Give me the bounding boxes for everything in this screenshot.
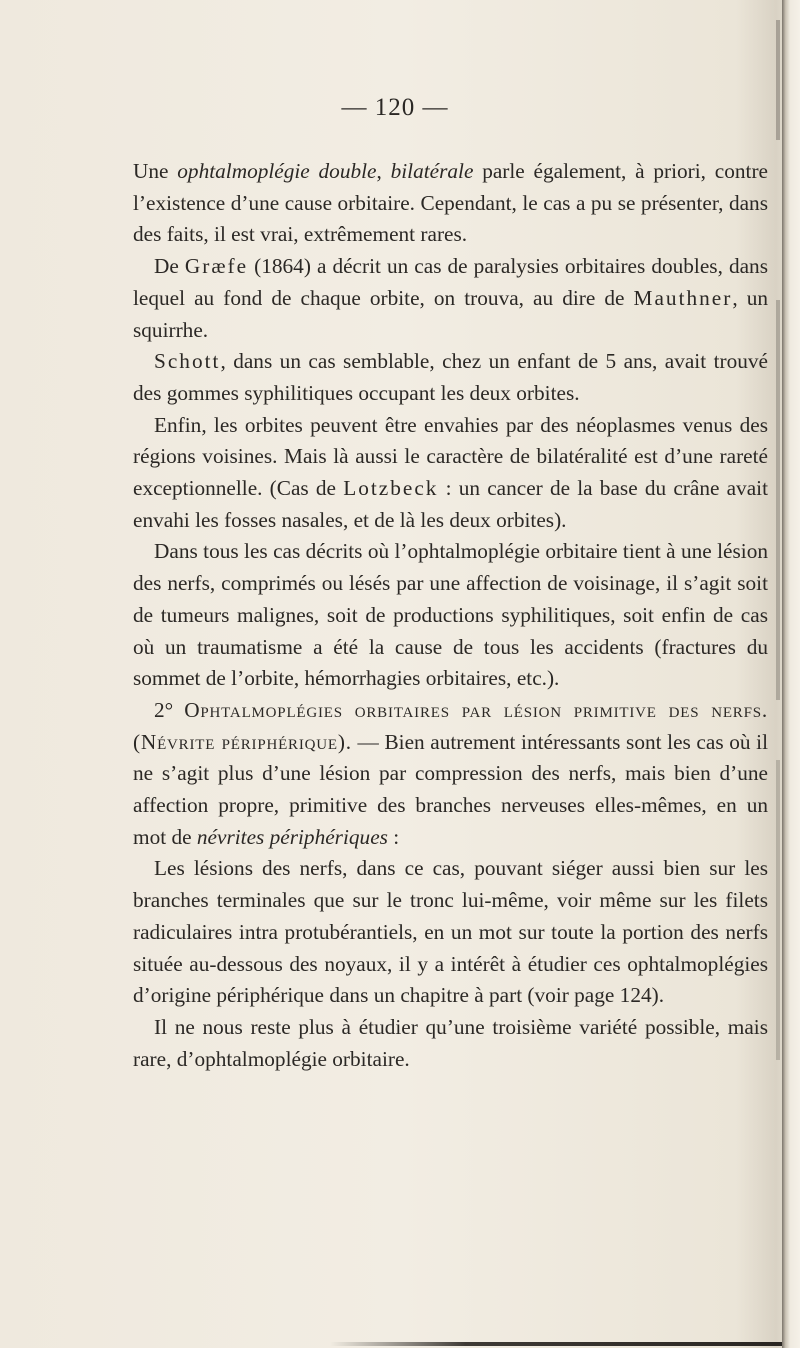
section-heading: Ophtalmoplégies orbitaires par lésion primitive des nerfs. (Névrite périphérique). [133, 697, 768, 754]
paragraph-3: Schott, dans un cas semblable, chez un enfant de 5 ans, avait trouvé des gommes syphilitiques occupant les deux orbites. [133, 349, 768, 405]
italic-term: névrites périphériques [196, 824, 388, 849]
paragraph-6: 2° Ophtalmoplégies orbitaires par lésion primitive des nerfs. (Névrite périphérique). — Bien autrement intéressants sont les cas où il ne s’agit plus d’une lésion par compression des nerfs, mais bien d’une affection propre, primitive des branches nerveuses elles-mêmes, en un mot de névrites périphériques : [133, 697, 768, 849]
author-name: Lotzbeck [343, 476, 439, 501]
edge-mark [776, 300, 780, 700]
italic-term: ophtalmoplégie double [177, 159, 377, 183]
italic-term: bilatérale [390, 159, 474, 183]
page-number: — 120 — [341, 94, 449, 121]
author-name: Græfe [184, 254, 249, 279]
author-name: Schott [154, 349, 221, 374]
paragraph-7: Les lésions des nerfs, dans ce cas, pouvant siéger aussi bien sur les branches terminales que sur le tronc lui-même, voir même sur les filets radiculaires intra protubérantiels, en un mot sur toute la portion des nerfs située au-dessous des noyaux, il y a intérêt à étudier ces ophtalmoplégies d’origine périphérique dans un chapitre à part (voir page 124). [133, 856, 768, 1008]
bottom-edge-line [330, 1342, 782, 1346]
edge-mark [776, 20, 780, 140]
paragraph-4: Enfin, les orbites peuvent être envahies par des néoplasmes venus des régions voisines. Mais là aussi le caractère de bilatéralité est d’une rareté exceptionnelle. (Cas de Lotzbeck : un cancer de la base du crâne avait envahi les fosses nasales, et de là les deux orbites). [133, 412, 768, 532]
edge-mark [776, 760, 780, 1060]
page-edge-shadow [782, 0, 800, 1348]
paragraph-8: Il ne nous reste plus à étudier qu’une troisième variété possible, mais rare, d’ophtalmoplégie orbitaire. [133, 1014, 768, 1071]
author-name: Mauthner [633, 285, 733, 310]
body-text [133, 156, 768, 1075]
paragraph-1: Une ophtalmoplégie double, bilatérale parle également, à priori, contre l’existence d’une cause orbitaire. Cependant, le cas a pu se présenter, dans des faits, il est vrai, extrêmement rares. [133, 159, 768, 247]
paragraph-2: De Græfe (1864) a décrit un cas de paralysies orbitaires doubles, dans lequel au fond de chaque orbite, on trouva, au dire de Mauthner, un squirrhe. [133, 254, 769, 342]
paragraph-5: Dans tous les cas décrits où l’ophtalmoplégie orbitaire tient à une lésion des nerfs, comprimés ou lésés par une affection de voisinage, il s’agit soit de tumeurs malignes, soit de productions syphilitiques, soit enfin de cas où un traumatisme a été la cause de tous les accidents (fractures du sommet de l’orbite, hémorrhagies orbitaires, etc.). [133, 539, 768, 691]
